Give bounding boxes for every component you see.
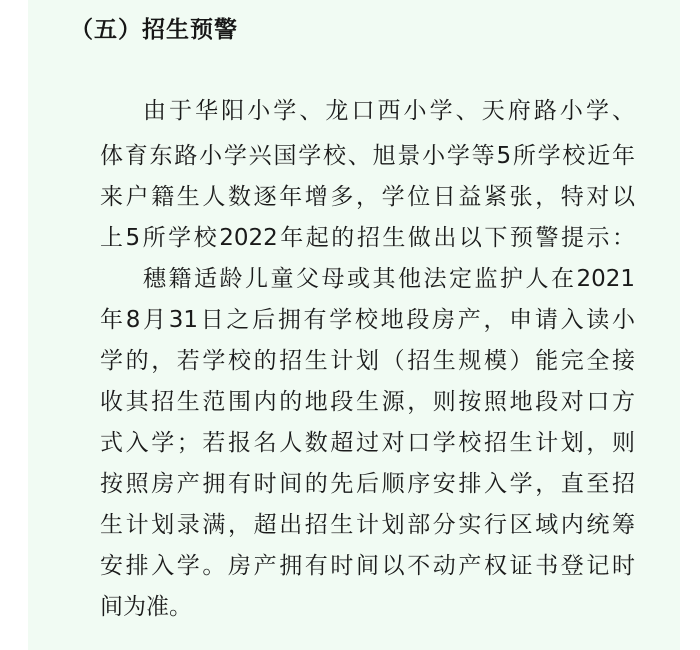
paragraph-2-line-4: 收其招生范围内的地段生源，则按照地段对口方: [100, 389, 635, 415]
paragraph-1-line-2: 体育东路小学兴国学校、旭景小学等5所学校近年: [100, 143, 635, 169]
paragraph-1-line-4: 上5所学校2022年起的招生做出以下预警提示：: [100, 225, 635, 251]
paragraph-2-line-1: 穗籍适龄儿童父母或其他法定监护人在2021: [143, 266, 635, 292]
paragraph-1-line-1: 由于华阳小学、龙口西小学、天府路小学、: [143, 98, 635, 124]
paragraph-1-line-3: 来户籍生人数逐年增多，学位日益紧张，特对以: [100, 184, 635, 210]
paragraph-2-line-8: 安排入学。房产拥有时间以不动产权证书登记时: [100, 553, 635, 579]
paragraph-2-line-3: 学的，若学校的招生计划（招生规模）能完全接: [100, 348, 635, 374]
paragraph-2-line-6: 按照房产拥有时间的先后顺序安排入学，直至招: [100, 471, 635, 497]
paragraph-2-line-2: 年8月31日之后拥有学校地段房产，申请入读小: [100, 307, 635, 333]
paragraph-2-line-7: 生计划录满，超出招生计划部分实行区域内统筹: [100, 512, 635, 538]
paragraph-2-line-9: 间为准。: [100, 594, 192, 620]
section-heading: （五）招生预警: [70, 17, 238, 43]
paragraph-2-line-5: 式入学；若报名人数超过对口学校招生计划，则: [100, 430, 635, 456]
